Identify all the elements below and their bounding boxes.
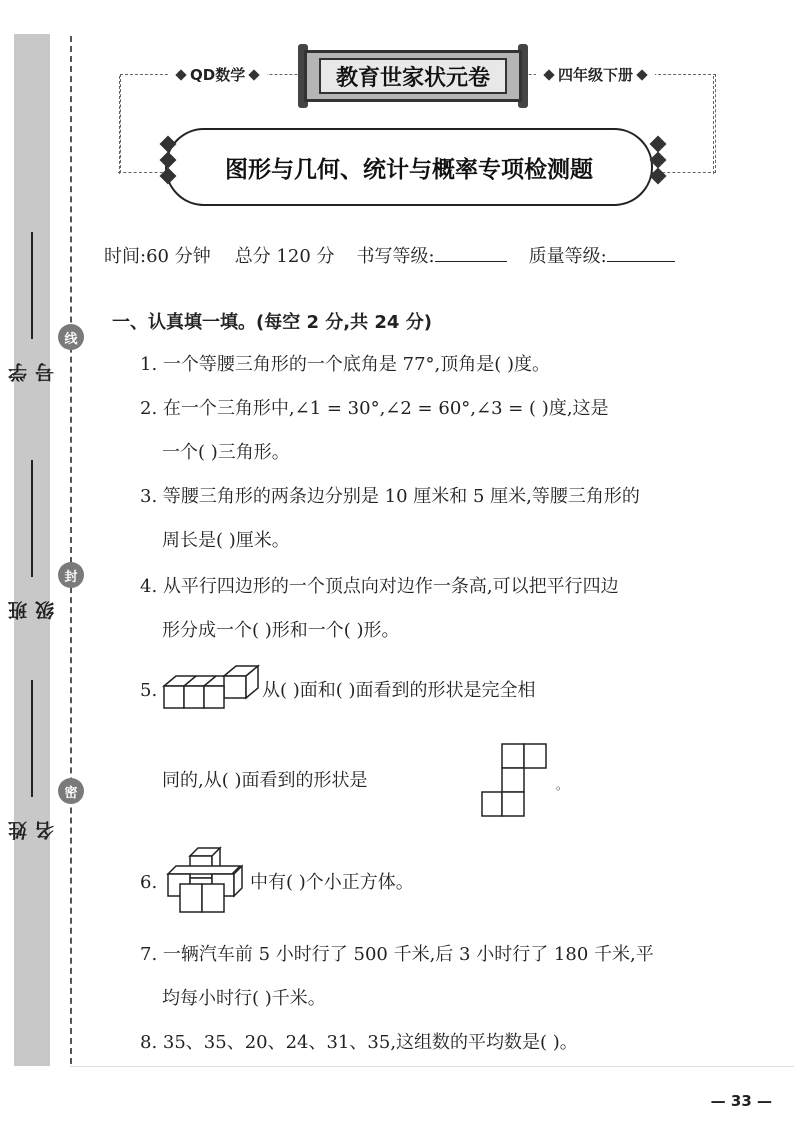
question-3-line-1: 3. 等腰三角形的两条边分别是 10 厘米和 5 厘米,等腰三角形的: [140, 486, 640, 507]
header-right-edge: [713, 76, 714, 174]
series-title: 教育世家状元卷: [319, 58, 507, 94]
view-shape-figure: [480, 742, 548, 818]
seal-secret-badge: 密: [58, 778, 84, 804]
header-left-edge: [119, 76, 120, 174]
question-5-line-1: 从( )面和( )面看到的形状是完全相: [262, 680, 536, 701]
question-5-end: 。: [556, 778, 569, 792]
grade-tag: [536, 64, 655, 85]
cube-row-figure: [162, 664, 260, 714]
name-field: [8, 680, 57, 840]
cut-line: [70, 36, 72, 1064]
question-2-line-1: 2. 在一个三角形中,∠1 = 30°,∠2 = 60°,∠3 = ( )度,这是: [140, 398, 609, 419]
cube-stack-figure: [164, 844, 248, 916]
class-label: 班级: [8, 601, 57, 620]
question-2-line-2: 一个( )三角形。: [162, 442, 290, 463]
time-text: 时间:60 分钟: [104, 246, 211, 267]
diamond-icon: [249, 69, 260, 80]
question-6-number: 6.: [140, 872, 158, 893]
footer-rule: [70, 1066, 794, 1067]
question-1: 1. 一个等腰三角形的一个底角是 77°,顶角是( )度。: [140, 354, 551, 375]
quality-grade-blank[interactable]: [607, 243, 675, 262]
question-7-line-2: 均每小时行( )千米。: [162, 988, 326, 1009]
diamond-icon: [175, 69, 186, 80]
diamond-stack-right-icon: [652, 138, 664, 182]
total-score-text: 总分 120 分: [234, 246, 335, 267]
exam-info: [104, 242, 675, 268]
grade-tag-text: 四年级下册: [558, 66, 634, 84]
subject-tag-text: QD数学: [190, 66, 246, 84]
quality-grade-label: 质量等级:: [528, 246, 607, 267]
question-3-line-2: 周长是( )厘米。: [162, 530, 290, 551]
writing-grade-label: 书写等级:: [356, 246, 435, 267]
section-1-title: 一、认真填一填。(每空 2 分,共 24 分): [112, 312, 432, 333]
class-line: [31, 460, 33, 577]
page-number: — 33 —: [710, 1092, 772, 1110]
student-no-field: [8, 232, 57, 382]
question-4-line-1: 4. 从平行四边形的一个顶点向对边作一条高,可以把平行四边: [140, 576, 619, 597]
seal-line-badge: 线: [58, 324, 84, 350]
question-8: 8. 35、35、20、24、31、35,这组数的平均数是( )。: [140, 1032, 578, 1053]
subject-tag: [168, 64, 267, 85]
question-5-number: 5.: [140, 680, 158, 701]
student-no-label: 学号: [8, 363, 57, 382]
question-4-line-2: 形分成一个( )形和一个( )形。: [162, 620, 400, 641]
name-line: [31, 680, 33, 797]
diamond-icon: [543, 69, 554, 80]
writing-grade-blank[interactable]: [435, 243, 507, 262]
question-7-line-1: 7. 一辆汽车前 5 小时行了 500 千米,后 3 小时行了 180 千米,平: [140, 944, 654, 965]
question-6-text: 中有( )个小正方体。: [250, 872, 414, 893]
header-frame-left-foot: [118, 172, 168, 173]
diamond-icon: [636, 69, 647, 80]
class-field: [8, 460, 57, 620]
student-no-line: [31, 232, 33, 339]
series-title-scroll: [304, 50, 522, 102]
name-label: 姓名: [8, 821, 57, 840]
test-title: 图形与几何、统计与概率专项检测题: [165, 128, 653, 206]
seal-seal-badge: 封: [58, 562, 84, 588]
diamond-stack-left-icon: [162, 138, 174, 182]
question-5-line-2: 同的,从( )面看到的形状是: [162, 770, 368, 791]
